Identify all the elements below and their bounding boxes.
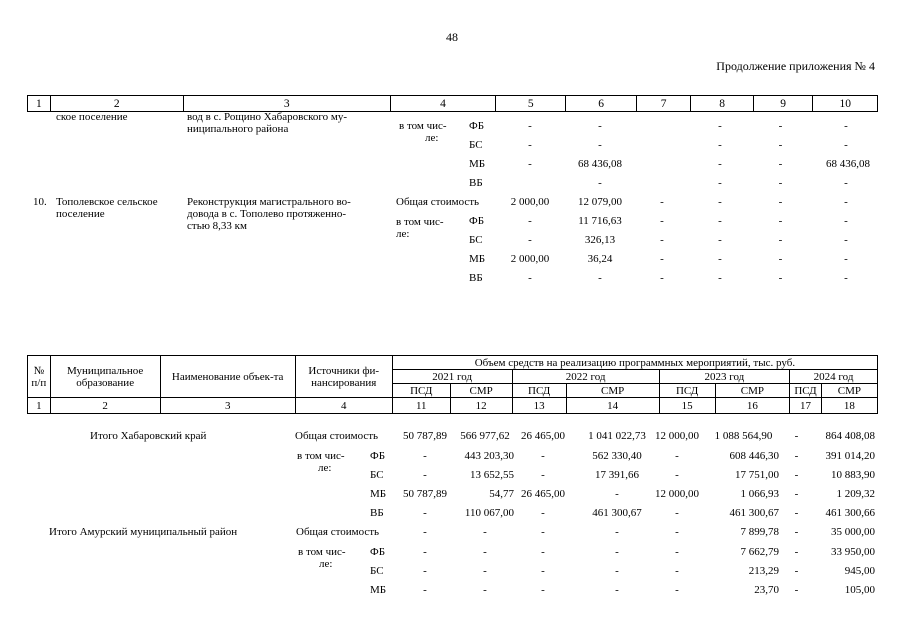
cell: - (675, 469, 679, 481)
cell: 461 300,67 (592, 507, 642, 519)
cell: - (778, 196, 783, 208)
cell: - (675, 584, 679, 596)
volume-header: Объем средств на реализацию программных мероприятий, тыс. руб. (392, 356, 877, 370)
cell: 2 000,00 (510, 253, 550, 265)
cell: - (660, 234, 664, 246)
cell: 110 067,00 (464, 507, 514, 519)
cell: 7 899,78 (740, 526, 779, 538)
col-num: 2 (50, 398, 160, 414)
cell: - (615, 488, 619, 500)
year-header: 2021 год (392, 370, 512, 384)
cell: - (794, 565, 799, 577)
cell: 1 088 564,90 (714, 430, 773, 442)
total-label: Общая стоимость (295, 430, 379, 442)
including-label: ле: (319, 558, 333, 570)
cell: 12 000,00 (655, 430, 699, 442)
cell: - (483, 565, 487, 577)
cell: 54,77 (489, 488, 514, 500)
including-label: ле: (425, 132, 439, 144)
page-number: 48 (446, 30, 458, 44)
col-num: 11 (392, 398, 450, 414)
municipality-name: Тополевское сельское (56, 196, 158, 208)
col-num: 17 (790, 398, 822, 414)
psd-header: ПСД (790, 384, 822, 398)
cell: - (778, 120, 783, 132)
smr-header: СМР (715, 384, 789, 398)
cell: - (660, 253, 664, 265)
municipality-name: поселение (56, 208, 105, 220)
source-label: ВБ (469, 177, 483, 189)
cell: - (528, 158, 532, 170)
cell: - (541, 507, 545, 519)
total-label: Общая стоимость (396, 196, 480, 208)
cell: 68 436,08 (826, 158, 870, 170)
col-num: 2 (50, 96, 183, 112)
col-num: 6 (566, 96, 636, 112)
smr-header: СМР (566, 384, 659, 398)
cell: - (423, 565, 427, 577)
col-num: 13 (512, 398, 566, 414)
source-label: ФБ (370, 546, 386, 558)
object-name-line: Реконструкция магистрального во- (187, 196, 351, 208)
cell: - (844, 215, 848, 227)
source-label: БС (469, 234, 483, 246)
row-number: 10. (33, 196, 47, 208)
source-label: МБ (370, 584, 387, 596)
col-num: 3 (183, 96, 390, 112)
cell: 105,00 (844, 584, 875, 596)
including-label: в том чис- (396, 216, 444, 228)
cell: - (660, 272, 664, 284)
cell: - (778, 253, 783, 265)
cell: - (718, 272, 722, 284)
cell: - (675, 526, 679, 538)
cell: 443 203,30 (464, 450, 514, 462)
smr-header: СМР (450, 384, 512, 398)
cell: - (844, 196, 848, 208)
smr-header: СМР (821, 384, 877, 398)
cell: - (844, 177, 848, 189)
cell: 391 014,20 (825, 450, 875, 462)
cell: 11 716,63 (578, 215, 622, 227)
cell: - (675, 507, 679, 519)
cell: - (615, 526, 619, 538)
cell: 68 436,08 (578, 158, 622, 170)
cell: 50 787,89 (403, 430, 447, 442)
cell: - (483, 546, 487, 558)
col-num: 14 (566, 398, 659, 414)
cell: - (598, 139, 602, 151)
total-label: Общая стоимость (296, 526, 380, 538)
object-name-line: стью 8,33 км (187, 220, 247, 232)
including-label: ле: (396, 228, 410, 240)
cell: - (528, 215, 532, 227)
cell: - (483, 526, 487, 538)
object-name-line: вод в с. Рощино Хабаровского му- (187, 111, 348, 123)
including-label: в том чис- (297, 450, 345, 462)
cell: - (794, 584, 799, 596)
continuation-note: Продолжение приложения № 4 (716, 59, 875, 73)
psd-header: ПСД (392, 384, 450, 398)
source-label: МБ (469, 253, 486, 265)
cell: - (778, 139, 783, 151)
cell: 864 408,08 (825, 430, 875, 442)
col-num: 1 (28, 398, 51, 414)
cell: - (598, 177, 602, 189)
cell: - (718, 196, 722, 208)
cell: - (718, 158, 722, 170)
source-label: ВБ (469, 272, 483, 284)
cell: - (794, 469, 799, 481)
cell: 36,24 (587, 253, 613, 265)
cell: - (541, 526, 545, 538)
source-label: ФБ (370, 450, 386, 462)
cell: - (794, 546, 799, 558)
cell: - (794, 430, 799, 442)
cell: - (844, 234, 848, 246)
source-label: МБ (370, 488, 387, 500)
cell: - (778, 177, 783, 189)
psd-header: ПСД (659, 384, 715, 398)
cell: - (718, 139, 722, 151)
col-num: 15 (659, 398, 715, 414)
cell: - (598, 120, 602, 132)
cell: - (423, 584, 427, 596)
cell: - (778, 158, 783, 170)
cell: 945,00 (844, 565, 875, 577)
cell: 566 977,62 (460, 430, 510, 442)
cell: - (541, 546, 545, 558)
num-header-text: № п/п (31, 364, 47, 389)
col-num: 18 (821, 398, 877, 414)
cell: - (718, 120, 722, 132)
col-num: 3 (160, 398, 295, 414)
object-name-line: ниципального района (187, 123, 289, 135)
col-num: 4 (295, 398, 392, 414)
cell: - (528, 272, 532, 284)
cell: 12 079,00 (578, 196, 622, 208)
including-label: ле: (318, 462, 332, 474)
cell: - (423, 507, 427, 519)
cell: - (660, 215, 664, 227)
cell: 17 751,00 (735, 469, 779, 481)
source-label: ФБ (469, 215, 485, 227)
col-num: 5 (496, 96, 566, 112)
group-title: Итого Хабаровский край (90, 430, 207, 442)
cell: - (844, 253, 848, 265)
col-num: 10 (813, 96, 878, 112)
cell: - (528, 234, 532, 246)
cell: - (528, 120, 532, 132)
cell: 7 662,79 (740, 546, 779, 558)
cell: - (423, 469, 427, 481)
cell: - (675, 546, 679, 558)
object-header: Наименование объек-та (160, 356, 295, 398)
cell: - (794, 526, 799, 538)
cell: 608 446,30 (729, 450, 779, 462)
cell: 33 950,00 (831, 546, 875, 558)
cell: 26 465,00 (521, 488, 565, 500)
year-header: 2022 год (512, 370, 659, 384)
cell: 461 300,67 (729, 507, 779, 519)
cell: 35 000,00 (831, 526, 875, 538)
cell: - (541, 584, 545, 596)
cell: - (778, 272, 783, 284)
including-label: в том чис- (399, 120, 447, 132)
year-header: 2023 год (659, 370, 790, 384)
sources-header: Источники фи-нансирования (295, 356, 392, 398)
cell: - (615, 584, 619, 596)
col-num: 16 (715, 398, 789, 414)
cell: 10 883,90 (831, 469, 875, 481)
cell: - (778, 215, 783, 227)
cell: - (615, 565, 619, 577)
cell: - (844, 139, 848, 151)
cell: - (794, 450, 799, 462)
col-num: 4 (390, 96, 495, 112)
cell: - (778, 234, 783, 246)
cell: - (483, 584, 487, 596)
bottom-table-header (27, 355, 878, 414)
cell: 17 391,66 (595, 469, 639, 481)
cell: - (541, 565, 545, 577)
cell: - (528, 139, 532, 151)
including-label: в том чис- (298, 546, 346, 558)
cell: - (598, 272, 602, 284)
col-num: 9 (753, 96, 813, 112)
cell: 50 787,89 (403, 488, 447, 500)
cell: - (718, 177, 722, 189)
cell: 562 330,40 (592, 450, 642, 462)
year-header: 2024 год (790, 370, 878, 384)
source-label: БС (370, 565, 384, 577)
top-column-numbers (27, 95, 878, 112)
cell: - (844, 272, 848, 284)
source-label: МБ (469, 158, 486, 170)
cell: 23,70 (754, 584, 779, 596)
cell: 1 209,32 (836, 488, 875, 500)
cell: - (423, 450, 427, 462)
source-label: ФБ (469, 120, 485, 132)
cell: 26 465,00 (521, 430, 565, 442)
municipality-name: ское поселение (56, 111, 128, 123)
cell: - (615, 546, 619, 558)
cell: - (675, 565, 679, 577)
cell: 1 041 022,73 (588, 430, 646, 442)
col-num: 7 (636, 96, 691, 112)
cell: 213,29 (748, 565, 779, 577)
col-num: 12 (450, 398, 512, 414)
num-header (28, 356, 51, 398)
cell: - (541, 469, 545, 481)
source-label: ВБ (370, 507, 384, 519)
source-label: БС (370, 469, 384, 481)
cell: - (675, 450, 679, 462)
source-label: БС (469, 139, 483, 151)
cell: 13 652,55 (470, 469, 514, 481)
cell: 326,13 (584, 234, 616, 246)
cell: - (794, 488, 799, 500)
object-name-line: довода в с. Тополево протяженно- (187, 208, 347, 220)
cell: - (660, 196, 664, 208)
cell: - (541, 450, 545, 462)
cell: - (718, 215, 722, 227)
psd-header: ПСД (512, 384, 566, 398)
cell: 1 066,93 (740, 488, 779, 500)
cell: 2 000,00 (510, 196, 550, 208)
col-num: 1 (28, 96, 51, 112)
cell: - (423, 546, 427, 558)
cell: - (718, 234, 722, 246)
cell: - (718, 253, 722, 265)
cell: - (844, 120, 848, 132)
cell: - (794, 507, 799, 519)
cell: 12 000,00 (655, 488, 699, 500)
col-num: 8 (691, 96, 753, 112)
cell: 461 300,66 (825, 507, 875, 519)
cell: - (423, 526, 427, 538)
group-title: Итого Амурский муниципальный район (49, 526, 238, 538)
mo-header: Муниципальное образование (50, 356, 160, 398)
